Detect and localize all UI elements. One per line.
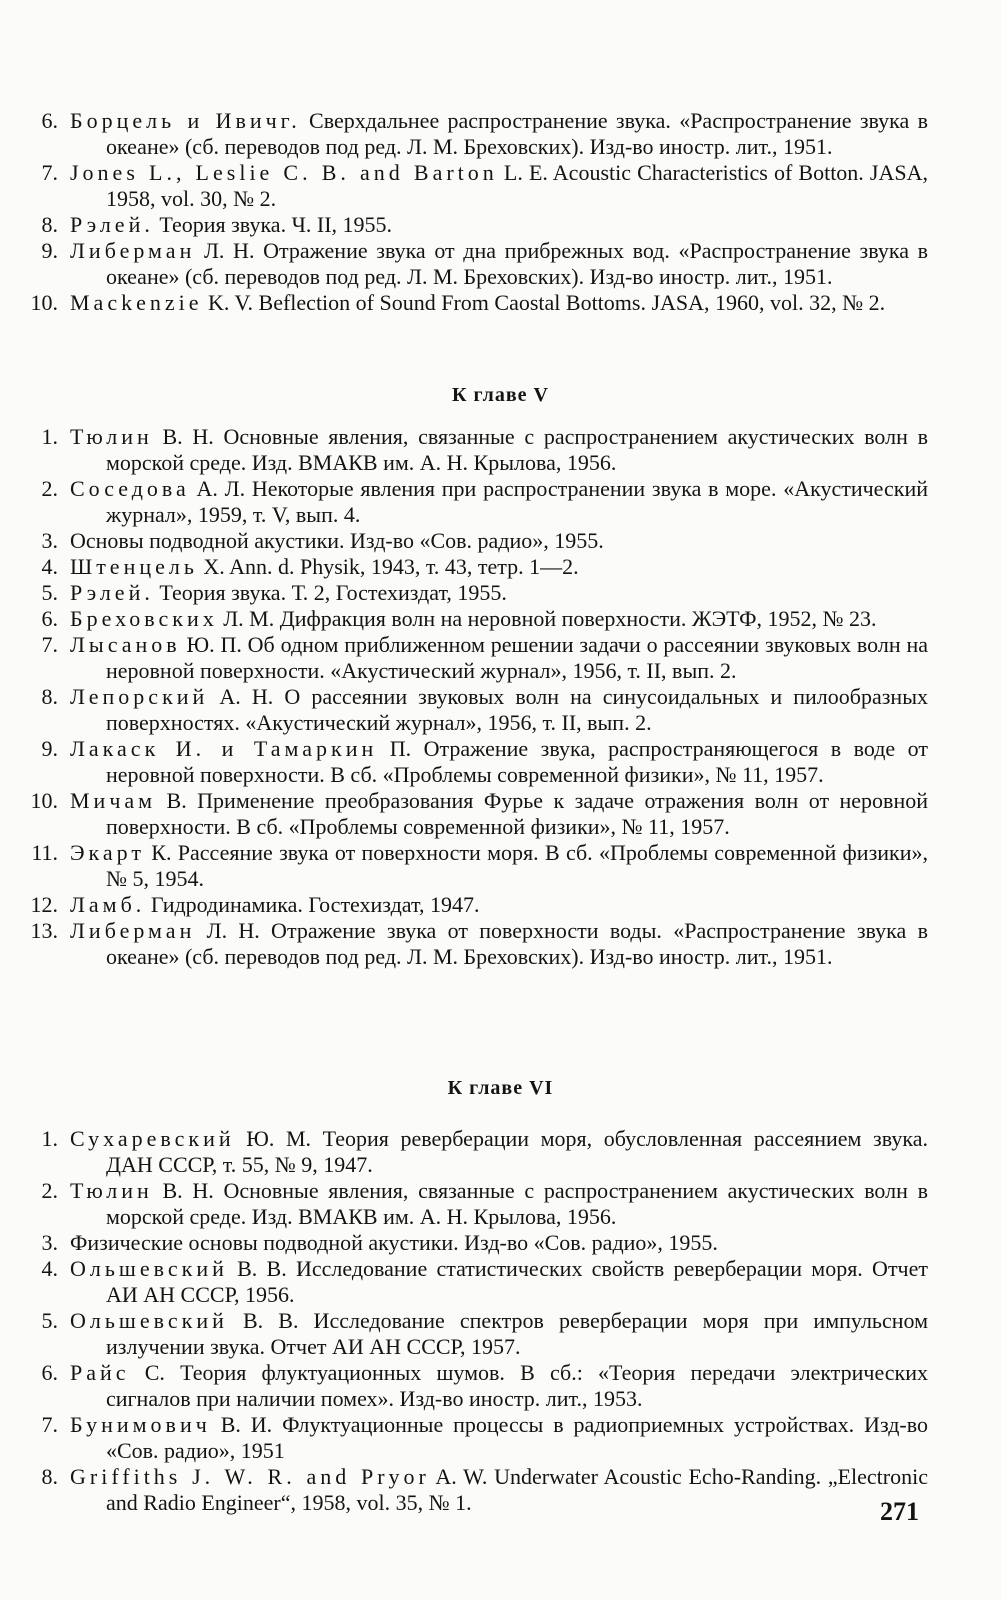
reference-entry <box>0 1230 1001 1256</box>
references-chapter-vi <box>0 1126 1001 1516</box>
reference-entry <box>0 840 1001 892</box>
reference-number: 5. <box>41 580 58 605</box>
reference-body <box>70 1308 928 1360</box>
reference-body <box>70 1230 928 1256</box>
reference-number: 6. <box>41 606 58 631</box>
reference-body <box>70 108 928 160</box>
reference-text: Теория звука. Т. 2, Гостехиздат, 1955. <box>153 580 507 605</box>
reference-entry <box>0 1178 1001 1230</box>
reference-author: Соседова <box>70 476 190 501</box>
reference-entry <box>0 528 1001 554</box>
reference-author: Бунимович <box>70 1412 211 1437</box>
reference-text: L. E. Acoustic Characteristics of Botton. JASA, 1958, vol. 30, № 2. <box>106 160 928 211</box>
reference-entry <box>0 160 1001 212</box>
reference-entry <box>0 788 1001 840</box>
reference-text: Основы подводной акустики. Изд-во «Сов. радио», 1955. <box>70 528 604 553</box>
reference-number: 13. <box>30 918 58 943</box>
reference-text: К. Рассеяние звука от поверхности моря. В сб. «Проблемы современной физики», № 5, 1954. <box>106 840 928 891</box>
reference-text: С. Теория флуктуационных шумов. В сб.: «Теория передачи электрических сигналов при наличии помех». Изд-во иностр. лит., 1953. <box>106 1360 928 1411</box>
reference-number: 8. <box>41 212 58 237</box>
reference-body <box>70 160 928 212</box>
reference-number: 1. <box>41 424 58 449</box>
reference-author: Мичам <box>70 788 157 813</box>
reference-author: Рэлей. <box>70 580 154 605</box>
reference-body <box>70 290 928 316</box>
reference-number: 4. <box>41 554 58 579</box>
reference-number: 3. <box>41 1230 58 1255</box>
reference-number: 10. <box>30 788 58 813</box>
reference-entry <box>0 1412 1001 1464</box>
reference-entry <box>0 108 1001 160</box>
reference-author: Griffiths J. W. R. and Pryor <box>70 1464 430 1489</box>
reference-author: Либерман <box>70 918 196 943</box>
reference-entry <box>0 1360 1001 1412</box>
reference-entry <box>0 892 1001 918</box>
reference-entry <box>0 476 1001 528</box>
reference-number: 5. <box>41 1308 58 1333</box>
reference-text: A. W. Underwater Acoustic Echo-Randing. „Electronic and Radio Engineer“, 1958, vol. 35, № 1. <box>106 1464 928 1515</box>
section-heading-chapter-vi: К главе VI <box>447 1077 554 1099</box>
reference-number: 6. <box>41 1360 58 1385</box>
reference-text: Сверхдальнее распространение звука. «Распространение звука в океане» (сб. переводов под ред. Л. М. Бреховских). Изд-во иностр. лит., 1951. <box>106 108 928 159</box>
reference-body <box>70 1412 928 1464</box>
reference-text: П. Отражение звука, распространяющегося в воде от неровной поверхности. В сб. «Проблемы современной физики», № 11, 1957. <box>106 736 928 787</box>
reference-body <box>70 736 928 788</box>
reference-author: Ламб. <box>70 892 146 917</box>
reference-number: 2. <box>41 1178 58 1203</box>
reference-author: Штенцель <box>70 554 198 579</box>
reference-text: В. В. Исследование статистических свойств реверберации моря. Отчет АИ АН СССР, 1956. <box>106 1256 928 1307</box>
reference-number: 8. <box>41 684 58 709</box>
reference-author: Лакаск И. и Тамаркин <box>70 736 378 761</box>
reference-entry <box>0 736 1001 788</box>
reference-body <box>70 918 928 970</box>
reference-number: 10. <box>30 290 58 315</box>
reference-entry <box>0 424 1001 476</box>
reference-text: В. И. Флуктуационные процессы в радиоприемных устройствах. Изд-во «Сов. радио», 1951 <box>106 1412 928 1463</box>
reference-text: А. Н. О рассеянии звуковых волн на синусоидальных и пилообразных поверхностях. «Акустический журнал», 1956, т. II, вып. 2. <box>106 684 928 735</box>
reference-text: Ю. П. Об одном приближенном решении задачи о рассеянии звуковых волн на неровной поверхности. «Акустический журнал», 1956, т. II, вып. 2. <box>106 632 928 683</box>
reference-number: 11. <box>31 840 58 865</box>
reference-author: Бреховских <box>70 606 218 631</box>
reference-body <box>70 580 928 606</box>
reference-author: Райс <box>70 1360 130 1385</box>
reference-number: 7. <box>41 160 58 185</box>
reference-body <box>70 476 928 528</box>
reference-number: 7. <box>41 1412 58 1437</box>
reference-entry <box>0 1308 1001 1360</box>
reference-author: Сухаревский <box>70 1126 235 1151</box>
reference-number: 3. <box>41 528 58 553</box>
reference-body <box>70 684 928 736</box>
reference-text: В. Н. Основные явления, связанные с распространением акустических волн в морской среде. Изд. ВМАКВ им. А. Н. Крылова, 1956. <box>106 424 928 475</box>
reference-entry <box>0 580 1001 606</box>
reference-body <box>70 1464 928 1516</box>
reference-body <box>70 528 928 554</box>
reference-entry <box>0 1256 1001 1308</box>
reference-number: 7. <box>41 632 58 657</box>
reference-body <box>70 892 928 918</box>
reference-body <box>70 424 928 476</box>
reference-author: Рэлей. <box>70 212 154 237</box>
reference-author: Тюлин <box>70 424 153 449</box>
reference-text: Теория звука. Ч. II, 1955. <box>153 212 393 237</box>
reference-number: 8. <box>41 1464 58 1489</box>
reference-entry <box>0 1464 1001 1516</box>
reference-author: Mackenzie <box>70 290 203 315</box>
reference-entry <box>0 554 1001 580</box>
reference-entry <box>0 632 1001 684</box>
reference-number: 9. <box>41 238 58 263</box>
references-chapter-iv-end <box>0 108 1001 316</box>
reference-body <box>70 238 928 290</box>
reference-text: В. В. Исследование спектров реверберации моря при импульсном излучении звука. Отчет АИ АН СССР, 1957. <box>106 1308 928 1359</box>
reference-entry <box>0 684 1001 736</box>
reference-body <box>70 1178 928 1230</box>
reference-text: В. Применение преобразования Фурье к задаче отражения волн от неровной поверхности. В сб. «Проблемы современной физики», № 11, 1957. <box>106 788 928 839</box>
reference-author: Лысанов <box>70 632 181 657</box>
reference-text: X. Ann. d. Physik, 1943, т. 43, тетр. 1—2. <box>197 554 579 579</box>
reference-body <box>70 1126 928 1178</box>
reference-body <box>70 1256 928 1308</box>
reference-text: Физические основы подводной акустики. Изд-во «Сов. радио», 1955. <box>70 1230 718 1255</box>
reference-number: 4. <box>41 1256 58 1281</box>
page-number: 271 <box>880 1497 919 1526</box>
reference-text: Л. Н. Отражение звука от дна прибрежных вод. «Распространение звука в океане» (сб. переводов под ред. Л. М. Бреховских). Изд-во иностр. лит., 1951. <box>106 238 928 289</box>
reference-body <box>70 840 928 892</box>
reference-author: Ольшевский <box>70 1308 228 1333</box>
references-chapter-v <box>0 424 1001 970</box>
reference-body <box>70 606 928 632</box>
reference-author: Jones L., Leslie C. B. and Barton <box>70 160 498 185</box>
reference-body <box>70 788 928 840</box>
reference-author: Тюлин <box>70 1178 153 1203</box>
reference-text: В. Н. Основные явления, связанные с распространением акустических волн в морской среде. Изд. ВМАКВ им. А. Н. Крылова, 1956. <box>106 1178 928 1229</box>
reference-text: K. V. Beflection of Sound From Caostal Bottoms. JASA, 1960, vol. 32, № 2. <box>202 290 886 315</box>
reference-author: Ольшевский <box>70 1256 228 1281</box>
reference-body <box>70 1360 928 1412</box>
reference-body <box>70 632 928 684</box>
reference-entry <box>0 1126 1001 1178</box>
reference-number: 6. <box>41 108 58 133</box>
reference-text: Ю. М. Теория реверберации моря, обусловленная рассеянием звука. ДАН СССР, т. 55, № 9, 1947. <box>106 1126 928 1177</box>
reference-author: Экарт <box>70 840 145 865</box>
reference-body <box>70 554 928 580</box>
reference-text: А. Л. Некоторые явления при распространении звука в море. «Акустический журнал», 1959, т. V, вып. 4. <box>106 476 928 527</box>
reference-number: 12. <box>30 892 58 917</box>
reference-number: 2. <box>41 476 58 501</box>
reference-entry <box>0 290 1001 316</box>
reference-number: 9. <box>41 736 58 761</box>
section-heading-chapter-v: К главе V <box>452 384 549 406</box>
reference-entry <box>0 238 1001 290</box>
reference-text: Гидродинамика. Гостехиздат, 1947. <box>145 892 480 917</box>
reference-text: Л. Н. Отражение звука от поверхности воды. «Распространение звука в океане» (сб. переводов под ред. Л. М. Бреховских). Изд-во иностр. лит., 1951. <box>106 918 928 969</box>
reference-body <box>70 212 928 238</box>
reference-number: 1. <box>41 1126 58 1151</box>
reference-entry <box>0 918 1001 970</box>
reference-text: Л. М. Дифракция волн на неровной поверхности. ЖЭТФ, 1952, № 23. <box>217 606 877 631</box>
reference-author: Борцель и Ивичг. <box>70 108 301 133</box>
reference-author: Лепорский <box>70 684 209 709</box>
reference-entry <box>0 606 1001 632</box>
reference-author: Либерман <box>70 238 196 263</box>
reference-entry <box>0 212 1001 238</box>
